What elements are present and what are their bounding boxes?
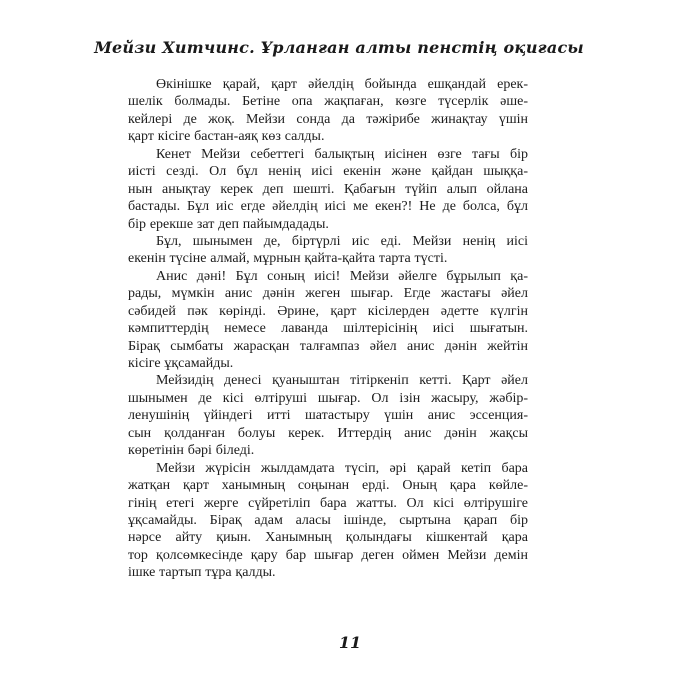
text-line: бастады. Бұл иіс егде әйелдің иісі ме екен?! Не де болса, бұл: [128, 199, 528, 215]
body-text: [128, 76, 528, 582]
text-line: шынымен де кісі өлтіруші шығар. Ол ізін жасыру, жәбір-: [128, 390, 528, 406]
paragraph: [128, 460, 528, 582]
paragraph: [128, 146, 528, 233]
text-line: гінің етегі жерге сүйретіліп бара жатты. Ол кісі өлтірушіге: [128, 495, 528, 511]
text-line: екенін түсіне алмай, мұрнын қайта-қайта тарта түсті.: [128, 251, 448, 267]
text-line: тор қолсөмкесінде қару бар шығар деген оймен Мейзи демін: [128, 547, 528, 563]
text-line: кісіге ұқсамайды.: [128, 356, 234, 371]
text-line: кәмпиттердің немесе лаванда шілтерісінің иісі шығатын.: [128, 321, 528, 337]
text-line: нын анықтау керек деп шешті. Қабағын түйіп алып ойлана: [128, 181, 528, 197]
text-line: Мейзи жүрісін жылдамдата түсіп, әрі қарай кетіп бара: [156, 460, 528, 476]
text-line: Мейзидің денесі қуаныштан тітіркеніп кетті. Қарт әйел: [156, 373, 528, 389]
text-line: ішке тартып тұра қалды.: [128, 565, 276, 581]
text-line: көретінін бәрі біледі.: [128, 443, 255, 459]
text-line: жатқан қарт ханымның соңынан ерді. Оның қара көйле-: [128, 478, 528, 494]
text-line: Бірақ сымбаты жарасқан талғампаз әйел анис дәнін жейтін: [128, 338, 528, 354]
paragraph: [128, 268, 528, 373]
paragraph: [128, 76, 528, 146]
text-line: бір ерекше зат деп пайымдадады.: [128, 216, 329, 232]
paragraph: [128, 233, 528, 268]
text-line: Анис дәні! Бұл соның иісі! Мейзи әйелге бұрылып қа-: [156, 268, 528, 284]
text-line: ленушінің үйіндегі итті шатастыру үшін анис эссенция-: [128, 408, 528, 424]
text-line: Кенет Мейзи себеттегі балықтың иісінен өзге тағы бір: [156, 146, 528, 162]
text-line: шелік болмады. Бетіне опа жақпаған, көзге түсерлік әше-: [128, 94, 528, 110]
text-line: сәбидей пәк көрінді. Әрине, қарт кісілерден әдетте күлгін: [128, 303, 528, 319]
text-line: Бұл, шынымен де, біртүрлі иіс еді. Мейзи ненің иісі: [156, 233, 528, 249]
page-number: 11: [338, 633, 362, 652]
text-line: кейлері де жоқ. Мейзи сонда да тәжірибе жинақтау үшін: [128, 111, 528, 127]
text-line: нәрсе айту қиын. Ханымның қолындағы кішкентай қара: [128, 530, 528, 546]
text-line: иісті сезді. Ол бұл ненің иісі екенін және қайдан шыққа-: [128, 164, 528, 180]
text-line: қарт кісіге бастан-аяқ көз салды.: [128, 129, 325, 145]
text-line: рады, мүмкін анис дәнін жеген шығар. Егде жастағы әйел: [128, 286, 528, 302]
text-line: сын қолданған болуы керек. Иттердің анис дәнін жақсы: [128, 425, 528, 441]
paragraph: [128, 372, 528, 459]
text-line: ұқсамайды. Бірақ адам аласы ішінде, сыртына қарап бір: [128, 512, 528, 528]
text-line: Өкінішке қарай, қарт әйелдің бойында ешқандай ерек-: [156, 77, 528, 92]
running-header: Мейзи Хитчинс. Ұрланған алты пенстің оқиғасы: [94, 38, 584, 57]
